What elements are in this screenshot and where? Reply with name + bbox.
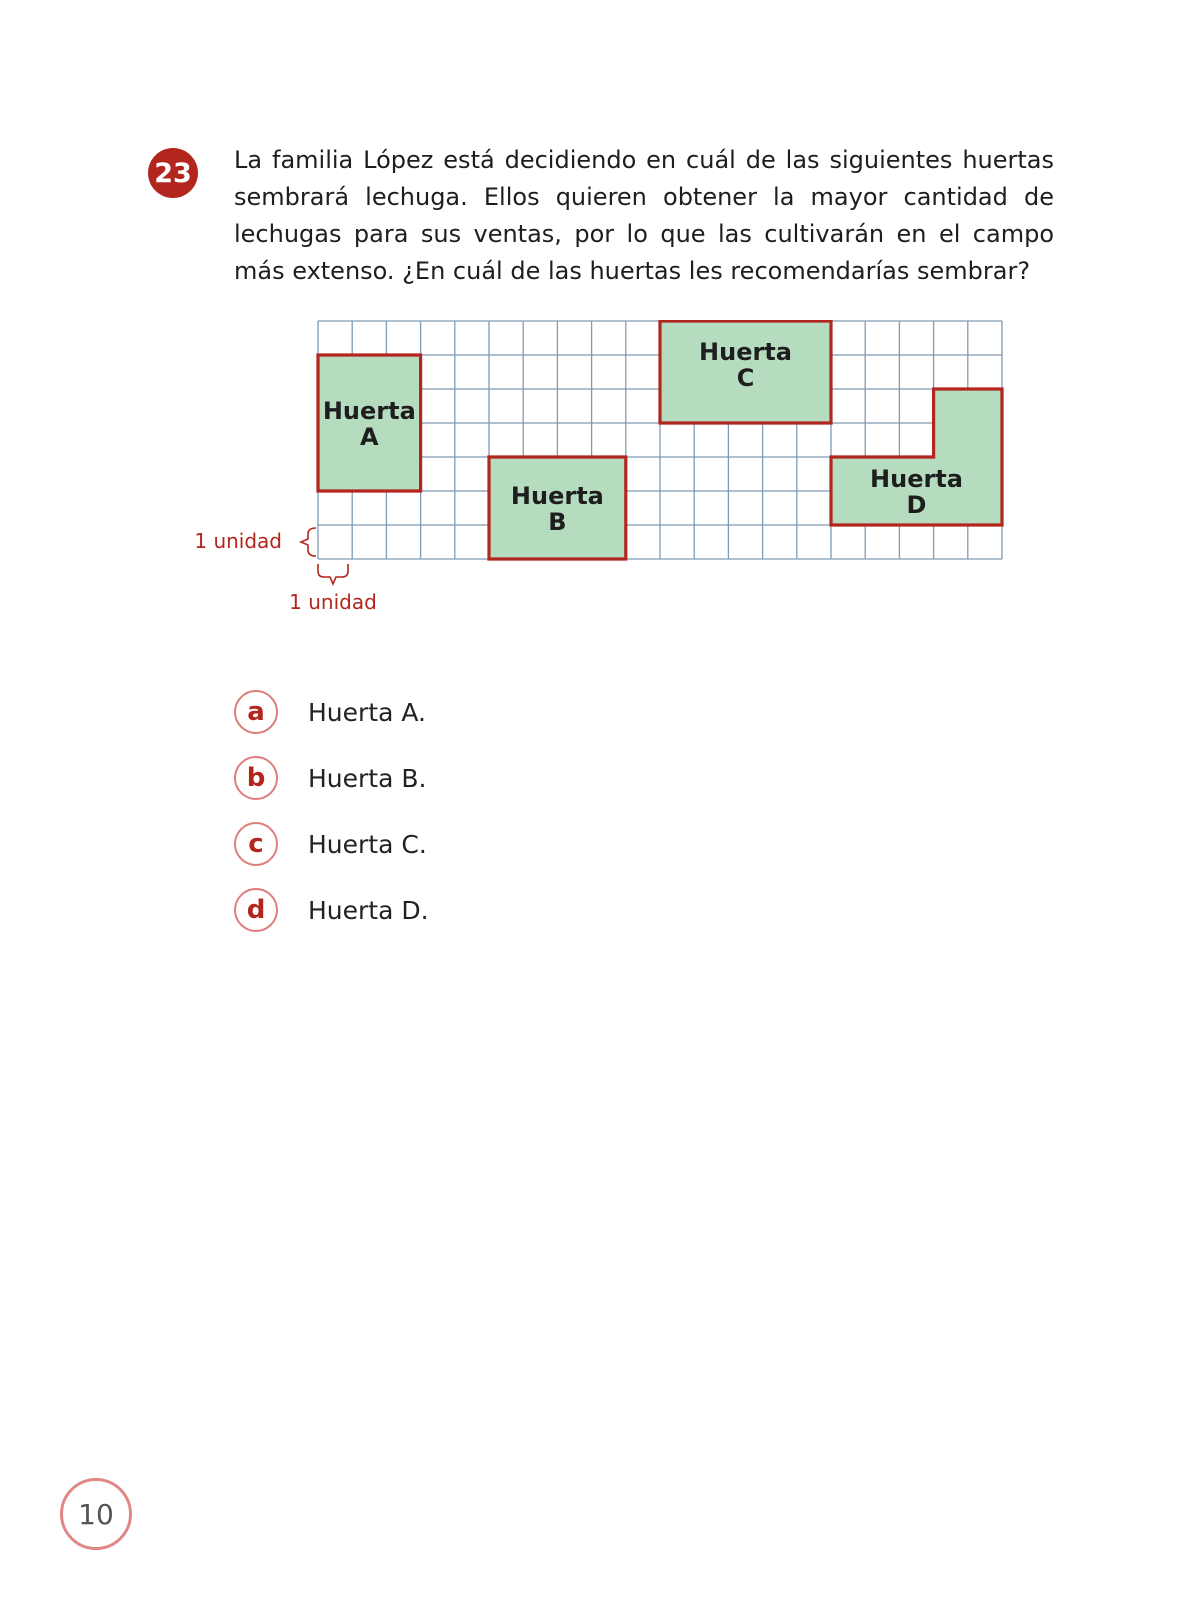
huerta-cell — [934, 491, 969, 526]
huerta-cell — [968, 491, 1003, 526]
huerta-cell — [968, 389, 1003, 424]
huerta-cell — [934, 423, 969, 458]
huerta-cell — [386, 355, 421, 390]
question-number-badge: 23 — [148, 148, 198, 198]
huerta-a — [318, 355, 421, 492]
huerta-cell — [865, 491, 900, 526]
huerta-label-title: Huerta — [322, 397, 416, 425]
huerta-cell — [728, 389, 763, 424]
huerta-cell — [386, 457, 421, 492]
huerta-label-title: Huerta — [510, 482, 604, 510]
huerta-cell — [660, 321, 695, 356]
option-b[interactable] — [234, 754, 429, 802]
huerta-label-letter: A — [360, 423, 379, 451]
huerta-cell — [831, 491, 866, 526]
huerta-cell — [660, 389, 695, 424]
huerta-cell — [318, 355, 353, 390]
huerta-cell — [318, 457, 353, 492]
question-text: La familia López está decidiendo en cuál de las siguientes huertas sembrará lechuga. Ellos quieren obtener la mayor cantidad de lechugas para sus ventas, por lo que las cultivarán en el campo más extenso. ¿En cuál de las huertas les recomendarías sembrar? — [234, 146, 1054, 285]
huerta-cell — [797, 321, 832, 356]
garden-grid-svg — [195, 320, 1035, 640]
option-a[interactable] — [234, 688, 429, 736]
huerta-cell — [318, 423, 353, 458]
answer-options — [234, 688, 429, 952]
option-d[interactable] — [234, 886, 429, 934]
huerta-cell — [694, 389, 729, 424]
huerta-cell — [660, 355, 695, 390]
horizontal-unit-brace — [318, 564, 348, 584]
huerta-b — [489, 457, 626, 560]
huerta-cell — [797, 389, 832, 424]
huerta-cell — [763, 389, 798, 424]
huerta-c — [660, 321, 832, 424]
huerta-cell — [352, 355, 387, 390]
huerta-label-title: Huerta — [870, 465, 963, 493]
option-letter-b[interactable]: b — [234, 756, 278, 800]
option-letter-c[interactable]: c — [234, 822, 278, 866]
option-text-c[interactable]: Huerta C. — [308, 829, 427, 859]
option-text-b[interactable]: Huerta B. — [308, 763, 427, 793]
option-letter-d[interactable]: d — [234, 888, 278, 932]
huerta-cell — [797, 355, 832, 390]
huerta-label-letter: C — [736, 364, 755, 392]
huerta-cell — [352, 457, 387, 492]
unit-indicators — [195, 528, 377, 614]
huerta-cell — [831, 457, 866, 492]
huerta-cell — [968, 423, 1003, 458]
option-text-d[interactable]: Huerta D. — [308, 895, 429, 925]
page-number: 10 — [60, 1478, 132, 1550]
huerta-cell — [489, 525, 524, 560]
option-c[interactable] — [234, 820, 429, 868]
huerta-cell — [934, 389, 969, 424]
vertical-unit-brace — [301, 528, 316, 556]
huerta-cell — [968, 457, 1003, 492]
huerta-label-letter: D — [906, 491, 927, 519]
vertical-unit-label: 1 unidad — [195, 529, 282, 553]
huerta-d — [831, 389, 1003, 526]
option-letter-a[interactable]: a — [234, 690, 278, 734]
huerta-cell — [386, 423, 421, 458]
huerta-label-title: Huerta — [699, 338, 792, 366]
horizontal-unit-label: 1 unidad — [289, 590, 377, 614]
option-text-a[interactable]: Huerta A. — [308, 697, 426, 727]
garden-grid-figure — [195, 320, 1035, 640]
huerta-label-letter: B — [548, 508, 567, 536]
huerta-cell — [592, 525, 627, 560]
